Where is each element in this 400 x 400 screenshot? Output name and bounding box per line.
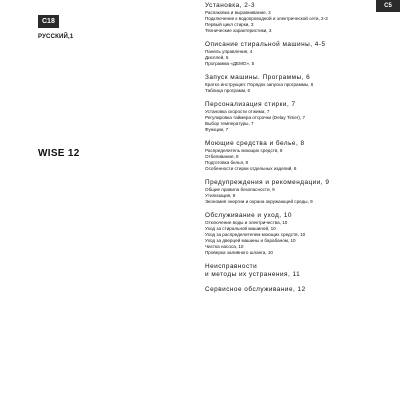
language-code-badge: C18 — [38, 15, 59, 28]
toc-section-title: Неисправности и методы их устранения, 11 — [205, 263, 301, 278]
toc-section-title: Запуск машины. Программы, 6 — [205, 74, 311, 81]
toc-item: Отбеливание, 8 — [205, 154, 239, 159]
toc-section — [205, 212, 390, 256]
model-name: WISE 12 — [38, 148, 80, 159]
toc-section — [205, 74, 390, 94]
toc-section — [205, 179, 390, 205]
toc-item: Программа «ДЕМО», 5 — [205, 61, 255, 66]
toc-section — [205, 41, 390, 67]
toc-item: Дисплей, 5 — [205, 55, 229, 60]
toc-item: Уход за стиральной машиной, 10 — [205, 226, 276, 231]
toc-section-title: Моющие средства и белье, 8 — [205, 140, 305, 147]
toc-item: Кратко инструкция: Порядок запуска программы, 6 — [205, 82, 314, 87]
toc-section-title: Предупреждения и рекомендации, 9 — [205, 179, 330, 186]
toc-section-title: Сервисное обслуживание, 12 — [205, 286, 306, 293]
toc-item: Распаковка и выравнивание, 2 — [205, 10, 271, 15]
toc-item: Функции, 7 — [205, 127, 229, 132]
toc-section-title: Обслуживание и уход, 10 — [205, 212, 292, 219]
toc-item: Экономия энергии и охрана окружающей среды, 9 — [205, 199, 313, 204]
toc-item: Таблица программ, 6 — [205, 88, 251, 93]
toc-item: Отключение воды и электричества, 10 — [205, 220, 288, 225]
toc-item: Подключение к водопроводной и электрической сети, 2-3 — [205, 16, 328, 21]
toc-item: Первый цикл стирки, 3 — [205, 22, 254, 27]
toc-item: Проверка заливного шланга, 10 — [205, 250, 273, 255]
toc-item: Утилизация, 9 — [205, 193, 236, 198]
toc-section — [205, 263, 390, 279]
toc-section-title: Установка, 2-3 — [205, 2, 255, 9]
toc-item: Уход за дверцей машины и барабаном, 10 — [205, 238, 296, 243]
toc-item: Регулировка таймера отсрочки (Delay Timer), 7 — [205, 115, 306, 120]
language-header — [38, 10, 158, 40]
toc-item: Технические характеристики, 3 — [205, 28, 272, 33]
table-of-contents — [205, 2, 390, 301]
toc-section-title: Персонализация стирки, 7 — [205, 101, 296, 108]
page-corner-badge: C5 — [376, 0, 400, 12]
toc-item: Выбор температуры, 7 — [205, 121, 254, 126]
toc-item: Панель управления, 4 — [205, 49, 253, 54]
toc-item: Особенности стирки отдельных изделий, 8 — [205, 166, 297, 171]
toc-item: Установка скорости отжима, 7 — [205, 109, 270, 114]
toc-item: Чистка насоса, 10 — [205, 244, 244, 249]
toc-item: Подготовка белья, 8 — [205, 160, 249, 165]
toc-section — [205, 101, 390, 133]
toc-item: Уход за распределителем моющих средств, 10 — [205, 232, 306, 237]
toc-item: Распределитель моющих средств, 8 — [205, 148, 283, 153]
toc-item: Общие правила безопасности, 9 — [205, 187, 275, 192]
toc-section-title: Описание стиральной машины, 4-5 — [205, 41, 326, 48]
toc-section — [205, 140, 390, 172]
language-name: РУССКИЙ,1 — [38, 34, 74, 40]
toc-section — [205, 2, 390, 34]
toc-section — [205, 286, 390, 294]
